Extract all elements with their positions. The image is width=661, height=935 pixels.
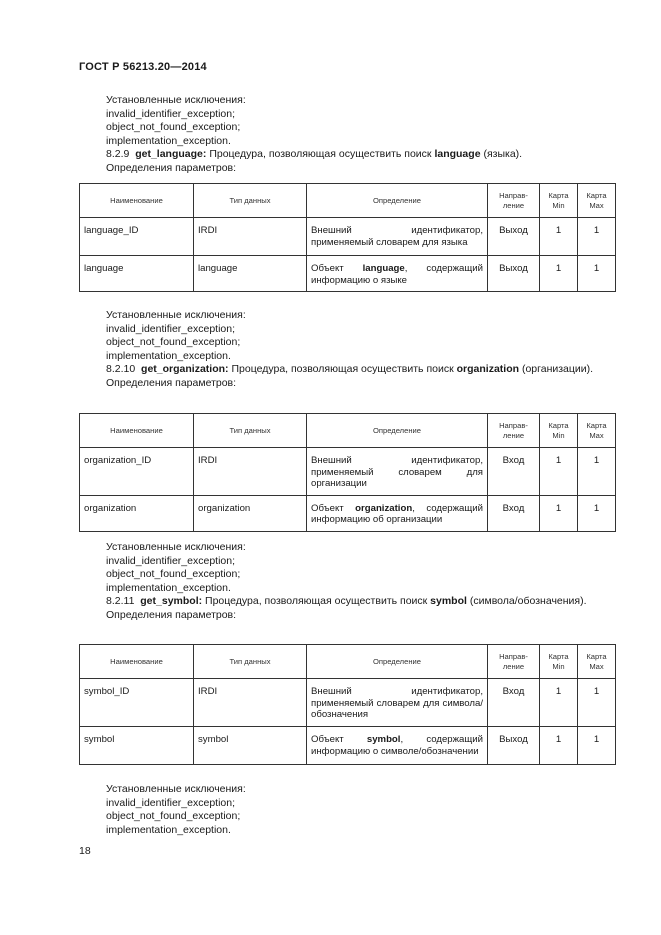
exception-item: implementation_exception. bbox=[106, 823, 231, 836]
col-name: Наименование bbox=[80, 645, 194, 679]
cell-def: Внешний идентификатор, применяемый словарем для языка bbox=[307, 218, 488, 256]
cell-def: Объект organization, содержащий информацию об организации bbox=[307, 495, 488, 531]
table-header-row bbox=[80, 645, 616, 679]
cell-def: Внешний идентификатор, применяемый словарем для символа/обозначения bbox=[307, 679, 488, 727]
section-8-2-9: 8.2.9 get_language: Процедура, позволяющая осуществить поиск language (языка). bbox=[106, 148, 523, 161]
cell-name: organization_ID bbox=[80, 448, 194, 496]
col-dir: Направ- ление bbox=[488, 414, 540, 448]
cell-dir: Вход bbox=[488, 448, 540, 496]
cell-def: Объект language, содержащий информацию о языке bbox=[307, 256, 488, 292]
exception-item: invalid_identifier_exception; bbox=[106, 107, 235, 120]
cell-type: IRDI bbox=[194, 218, 307, 256]
col-name: Наименование bbox=[80, 184, 194, 218]
col-dir: Направ- ление bbox=[488, 645, 540, 679]
cell-dir: Вход bbox=[488, 495, 540, 531]
col-card-max: Карта Max bbox=[578, 184, 616, 218]
exception-item: object_not_found_exception; bbox=[106, 336, 241, 349]
cell-type: symbol bbox=[194, 727, 307, 765]
col-name: Наименование bbox=[80, 414, 194, 448]
col-card-max: Карта Max bbox=[578, 414, 616, 448]
cell-min: 1 bbox=[540, 727, 578, 765]
cell-dir: Выход bbox=[488, 727, 540, 765]
cell-min: 1 bbox=[540, 218, 578, 256]
cell-dir: Вход bbox=[488, 679, 540, 727]
section-8-2-11: 8.2.11 get_symbol: Процедура, позволяющая осуществить поиск symbol (символа/обозначения). bbox=[106, 595, 587, 608]
params-title: Определения параметров: bbox=[106, 608, 237, 621]
cell-max: 1 bbox=[578, 679, 616, 727]
params-table-symbol bbox=[79, 644, 616, 765]
exception-item: object_not_found_exception; bbox=[106, 810, 241, 823]
exceptions-title: Установленные исключения: bbox=[106, 94, 246, 106]
document-header: ГОСТ Р 56213.20—2014 bbox=[79, 61, 207, 73]
cell-type: IRDI bbox=[194, 448, 307, 496]
exceptions-block-1 bbox=[79, 94, 614, 176]
params-table-language bbox=[79, 183, 616, 292]
exception-item: object_not_found_exception; bbox=[106, 121, 241, 134]
exceptions-block-2 bbox=[79, 309, 614, 391]
table-row bbox=[80, 727, 616, 765]
exception-item: invalid_identifier_exception; bbox=[106, 322, 235, 335]
col-type: Тип данных bbox=[194, 645, 307, 679]
exceptions-block-4 bbox=[79, 783, 614, 837]
cell-name: language bbox=[80, 256, 194, 292]
params-title: Определения параметров: bbox=[106, 376, 237, 389]
exception-item: implementation_exception. bbox=[106, 134, 231, 147]
exception-item: object_not_found_exception; bbox=[106, 568, 241, 581]
exceptions-title: Установленные исключения: bbox=[106, 541, 246, 553]
cell-max: 1 bbox=[578, 448, 616, 496]
col-card-max: Карта Max bbox=[578, 645, 616, 679]
cell-min: 1 bbox=[540, 495, 578, 531]
table-row bbox=[80, 218, 616, 256]
cell-dir: Выход bbox=[488, 218, 540, 256]
cell-name: language_ID bbox=[80, 218, 194, 256]
cell-type: IRDI bbox=[194, 679, 307, 727]
table-row bbox=[80, 679, 616, 727]
exception-item: invalid_identifier_exception; bbox=[106, 554, 235, 567]
cell-dir: Выход bbox=[488, 256, 540, 292]
exceptions-block-3 bbox=[79, 541, 614, 623]
col-def: Определение bbox=[307, 184, 488, 218]
cell-type: organization bbox=[194, 495, 307, 531]
table-row bbox=[80, 256, 616, 292]
cell-name: symbol_ID bbox=[80, 679, 194, 727]
page-number: 18 bbox=[79, 845, 91, 857]
params-table-organization bbox=[79, 413, 616, 532]
section-8-2-10: 8.2.10 get_organization: Процедура, позволяющая осуществить поиск organization (организации). bbox=[106, 363, 594, 376]
cell-def: Внешний идентификатор, применяемый словарем для организации bbox=[307, 448, 488, 496]
exception-item: implementation_exception. bbox=[106, 581, 231, 594]
cell-min: 1 bbox=[540, 448, 578, 496]
table-row bbox=[80, 448, 616, 496]
cell-max: 1 bbox=[578, 218, 616, 256]
exceptions-title: Установленные исключения: bbox=[106, 783, 246, 795]
col-card-min: Карта Min bbox=[540, 414, 578, 448]
col-dir: Направ- ление bbox=[488, 184, 540, 218]
cell-type: language bbox=[194, 256, 307, 292]
exception-item: implementation_exception. bbox=[106, 349, 231, 362]
cell-max: 1 bbox=[578, 495, 616, 531]
table-header-row bbox=[80, 184, 616, 218]
exception-item: invalid_identifier_exception; bbox=[106, 796, 235, 809]
col-card-min: Карта Min bbox=[540, 184, 578, 218]
col-def: Определение bbox=[307, 414, 488, 448]
cell-max: 1 bbox=[578, 256, 616, 292]
cell-def: Объект symbol, содержащий информацию о символе/обозначении bbox=[307, 727, 488, 765]
cell-max: 1 bbox=[578, 727, 616, 765]
col-type: Тип данных bbox=[194, 184, 307, 218]
table-row bbox=[80, 495, 616, 531]
cell-name: symbol bbox=[80, 727, 194, 765]
table-header-row bbox=[80, 414, 616, 448]
cell-min: 1 bbox=[540, 256, 578, 292]
params-title: Определения параметров: bbox=[106, 161, 237, 174]
col-card-min: Карта Min bbox=[540, 645, 578, 679]
exceptions-title: Установленные исключения: bbox=[106, 309, 246, 321]
cell-name: organization bbox=[80, 495, 194, 531]
cell-min: 1 bbox=[540, 679, 578, 727]
col-def: Определение bbox=[307, 645, 488, 679]
col-type: Тип данных bbox=[194, 414, 307, 448]
